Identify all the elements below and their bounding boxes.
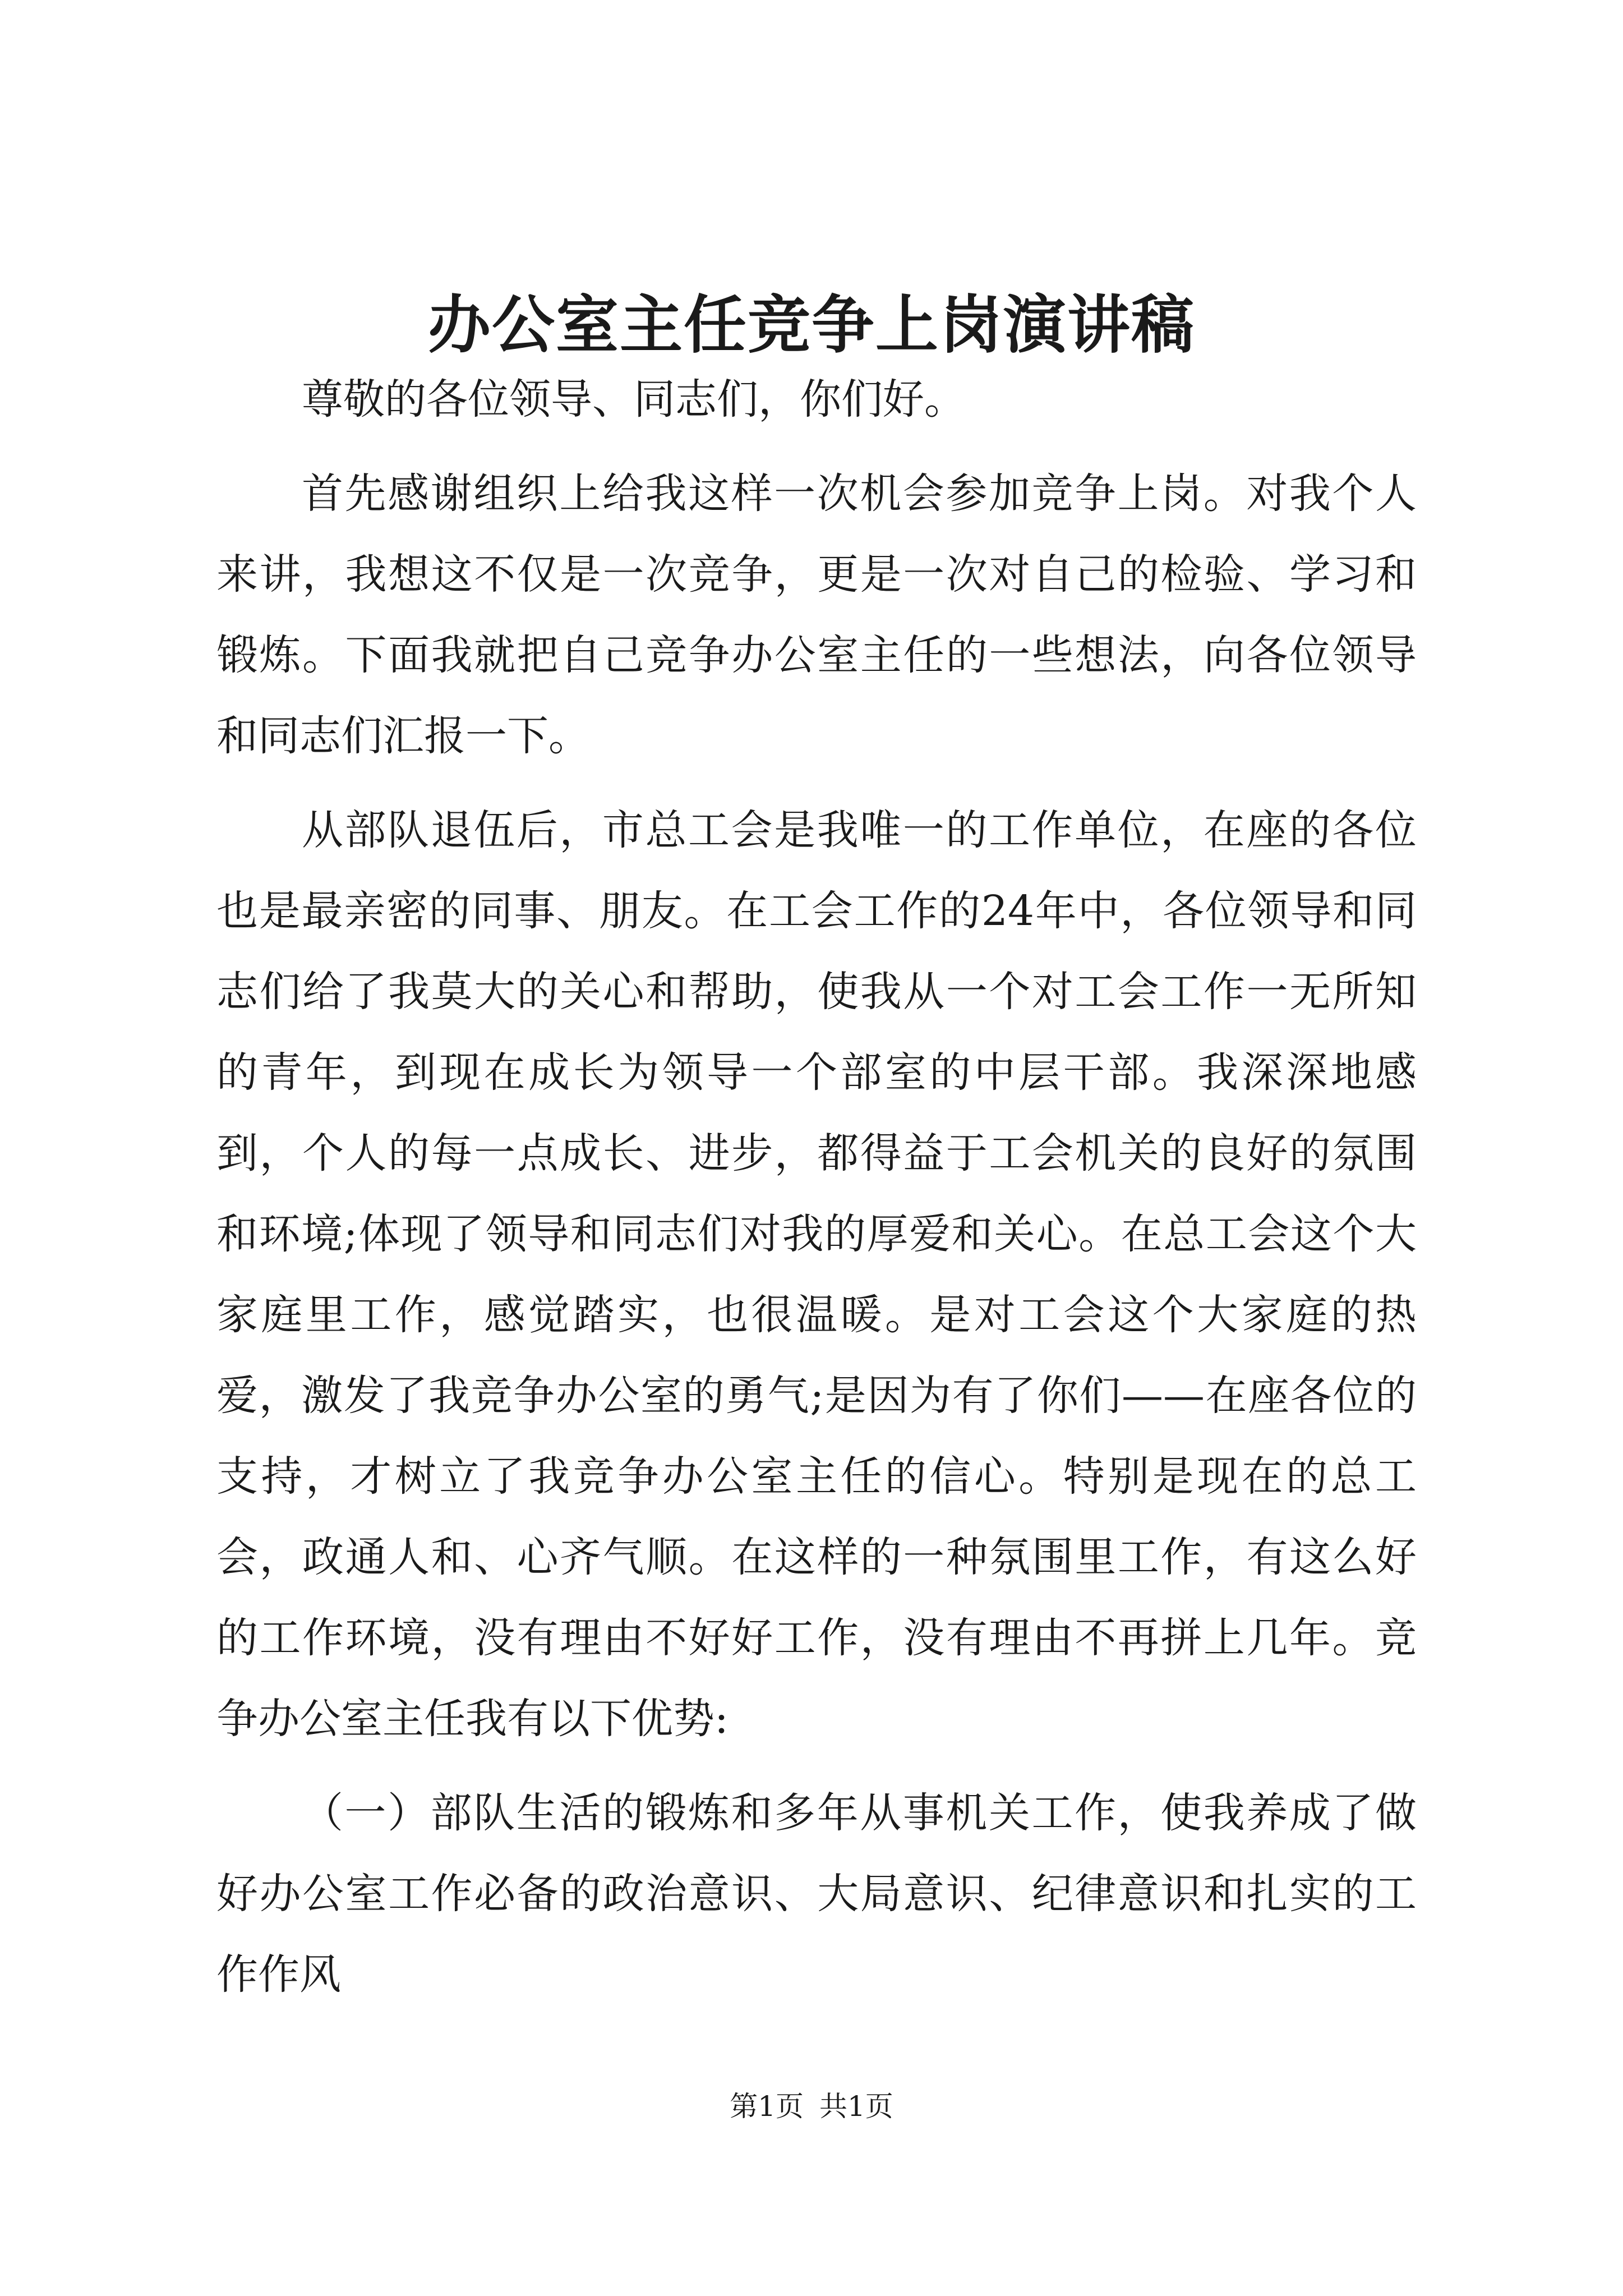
document-body bbox=[216, 359, 1417, 2028]
document-title: 办公室主任竞争上岗演讲稿 bbox=[428, 288, 1195, 362]
paragraph-intro: 首先感谢组织上给我这样一次机会参加竞争上岗。对我个人来讲，我想这不仅是一次竞争，更是一次对自己的检验、学习和锻炼。下面我就把自己竞争办公室主任的一些想法，向各位领导和同志们汇报一下。 bbox=[216, 470, 1417, 760]
paragraph-background: 从部队退伍后，市总工会是我唯一的工作单位，在座的各位也是最亲密的同事、朋友。在工会工作的24年中，各位领导和同志们给了我莫大的关心和帮助，使我从一个对工会工作一无所知的青年，到现在成长为领导一个部室的中层干部。我深深地感到，个人的每一点成长、进步，都得益于工会机关的良好的氛围和环境;体现了领导和同志们对我的厚爱和关心。在总工会这个大家庭里工作，感觉踏实，也很温暖。是对工会这个大家庭的热爱，激发了我竞争办公室的勇气;是因为有了你们——在座各位的支持，才树立了我竞争办公室主任的信心。特别是现在的总工会，政通人和、心齐气顺。在这样的一种氛围里工作，有这么好的工作环境，没有理由不好好工作，没有理由不再拼上几年。竞争办公室主任我有以下优势: bbox=[216, 806, 1417, 1743]
page-number: 第1页 bbox=[730, 2090, 804, 2123]
page-total: 共1页 bbox=[819, 2090, 893, 2123]
paragraph-advantage-one: （一）部队生活的锻炼和多年从事机关工作，使我养成了做好办公室工作必备的政治意识、大局意识、纪律意识和扎实的工作作风 bbox=[216, 1789, 1417, 1999]
paragraph-greeting: 尊敬的各位领导、同志们，你们好。 bbox=[302, 375, 966, 424]
page-footer bbox=[0, 2087, 1623, 2126]
